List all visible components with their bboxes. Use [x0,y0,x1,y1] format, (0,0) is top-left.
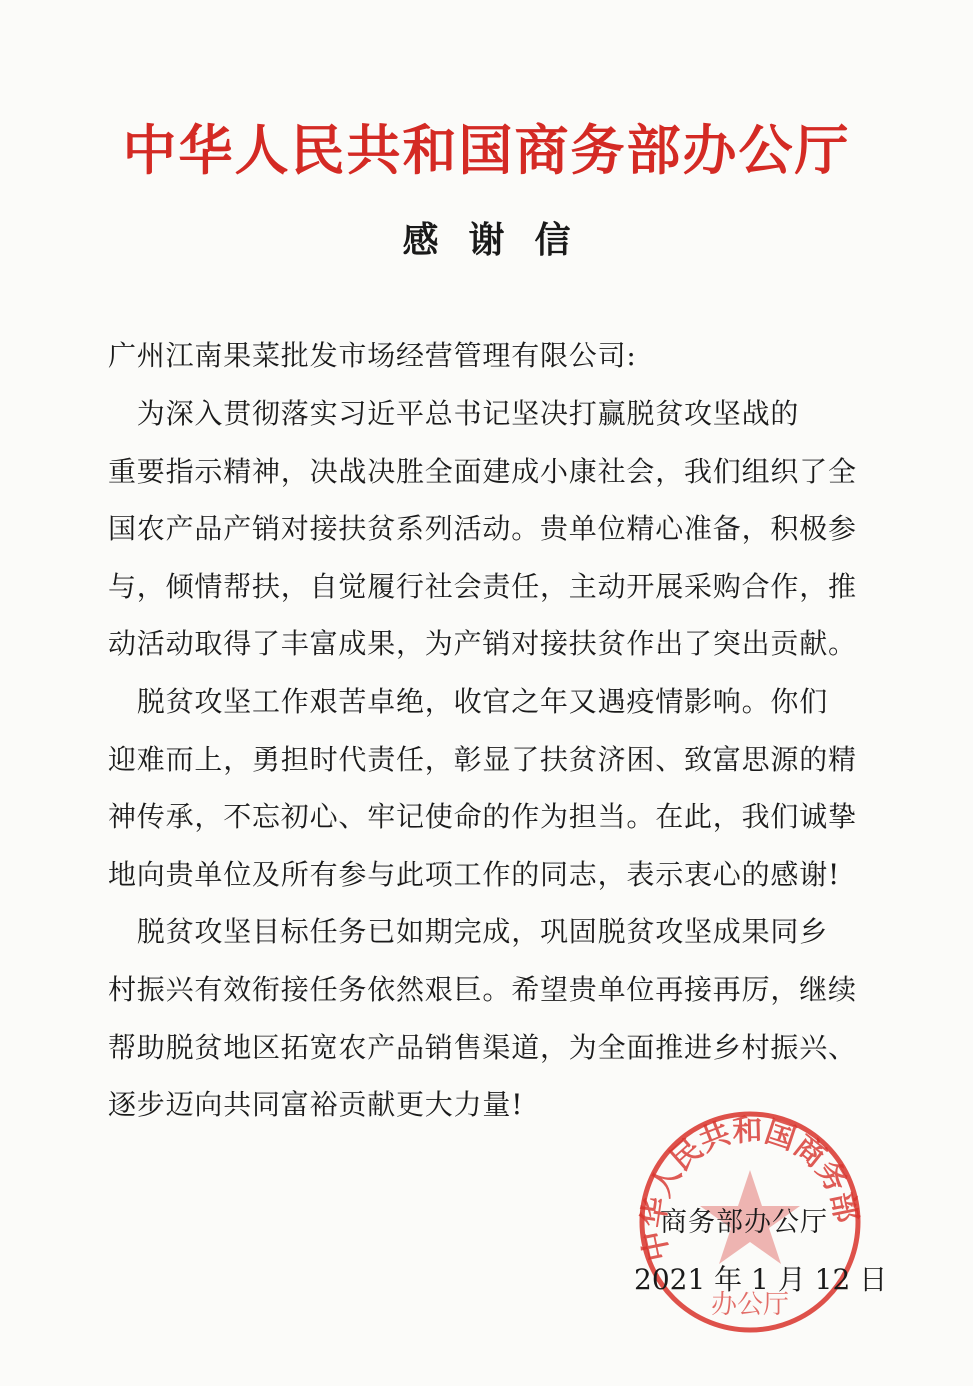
body-line: 村振兴有效衔接任务依然艰巨。希望贵单位再接再厉，继续 [108,973,857,1006]
body-line: 动活动取得了丰富成果，为产销对接扶贫作出了突出贡献。 [108,627,857,661]
date: 2021 年 1 月 12 日 [634,1263,888,1296]
svg-text:中华人民共和国商务部: 中华人民共和国商务部 [636,1113,864,1264]
body-line: 脱贫攻坚目标任务已如期完成，巩固脱贫攻坚成果同乡 [108,915,829,949]
body-line: 帮助脱贫地区拓宽农产品销售渠道，为全面推进乡村振兴、 [108,1030,857,1064]
body-line: 与，倾情帮扶，自觉履行社会责任，主动开展采购合作，推 [108,569,857,603]
body-line: 迎难而上，勇担时代责任，彰显了扶贫济困、致富思源的精 [108,742,857,776]
body-line: 神传承，不忘初心、牢记使命的作为担当。在此，我们诚挚 [108,800,857,834]
body-line: 重要指示精神，决战决胜全面建成小康社会，我们组织了全 [108,454,857,488]
body-line: 地向贵单位及所有参与此项工作的同志，表示衷心的感谢! [108,857,841,891]
body-line: 为深入贯彻落实习近平总书记坚决打赢脱贫攻坚战的 [108,397,800,430]
letter-title: 感谢信 [402,219,601,261]
body-line: 国农产品产销对接扶贫系列活动。贵单位精心准备，积极参 [108,512,857,546]
svg-text:办公厅: 办公厅 [710,1290,790,1320]
letterhead: 中华人民共和国商务部办公厅 [122,119,851,182]
body-line: 脱贫攻坚工作艰苦卓绝，收官之年又遇疫情影响。你们 [108,685,829,718]
signature: 商务部办公厅 [660,1207,828,1238]
recipient: 广州江南果菜批发市场经营管理有限公司: [108,339,637,372]
body-line: 逐步迈向共同富裕贡献更大力量! [108,1088,524,1122]
